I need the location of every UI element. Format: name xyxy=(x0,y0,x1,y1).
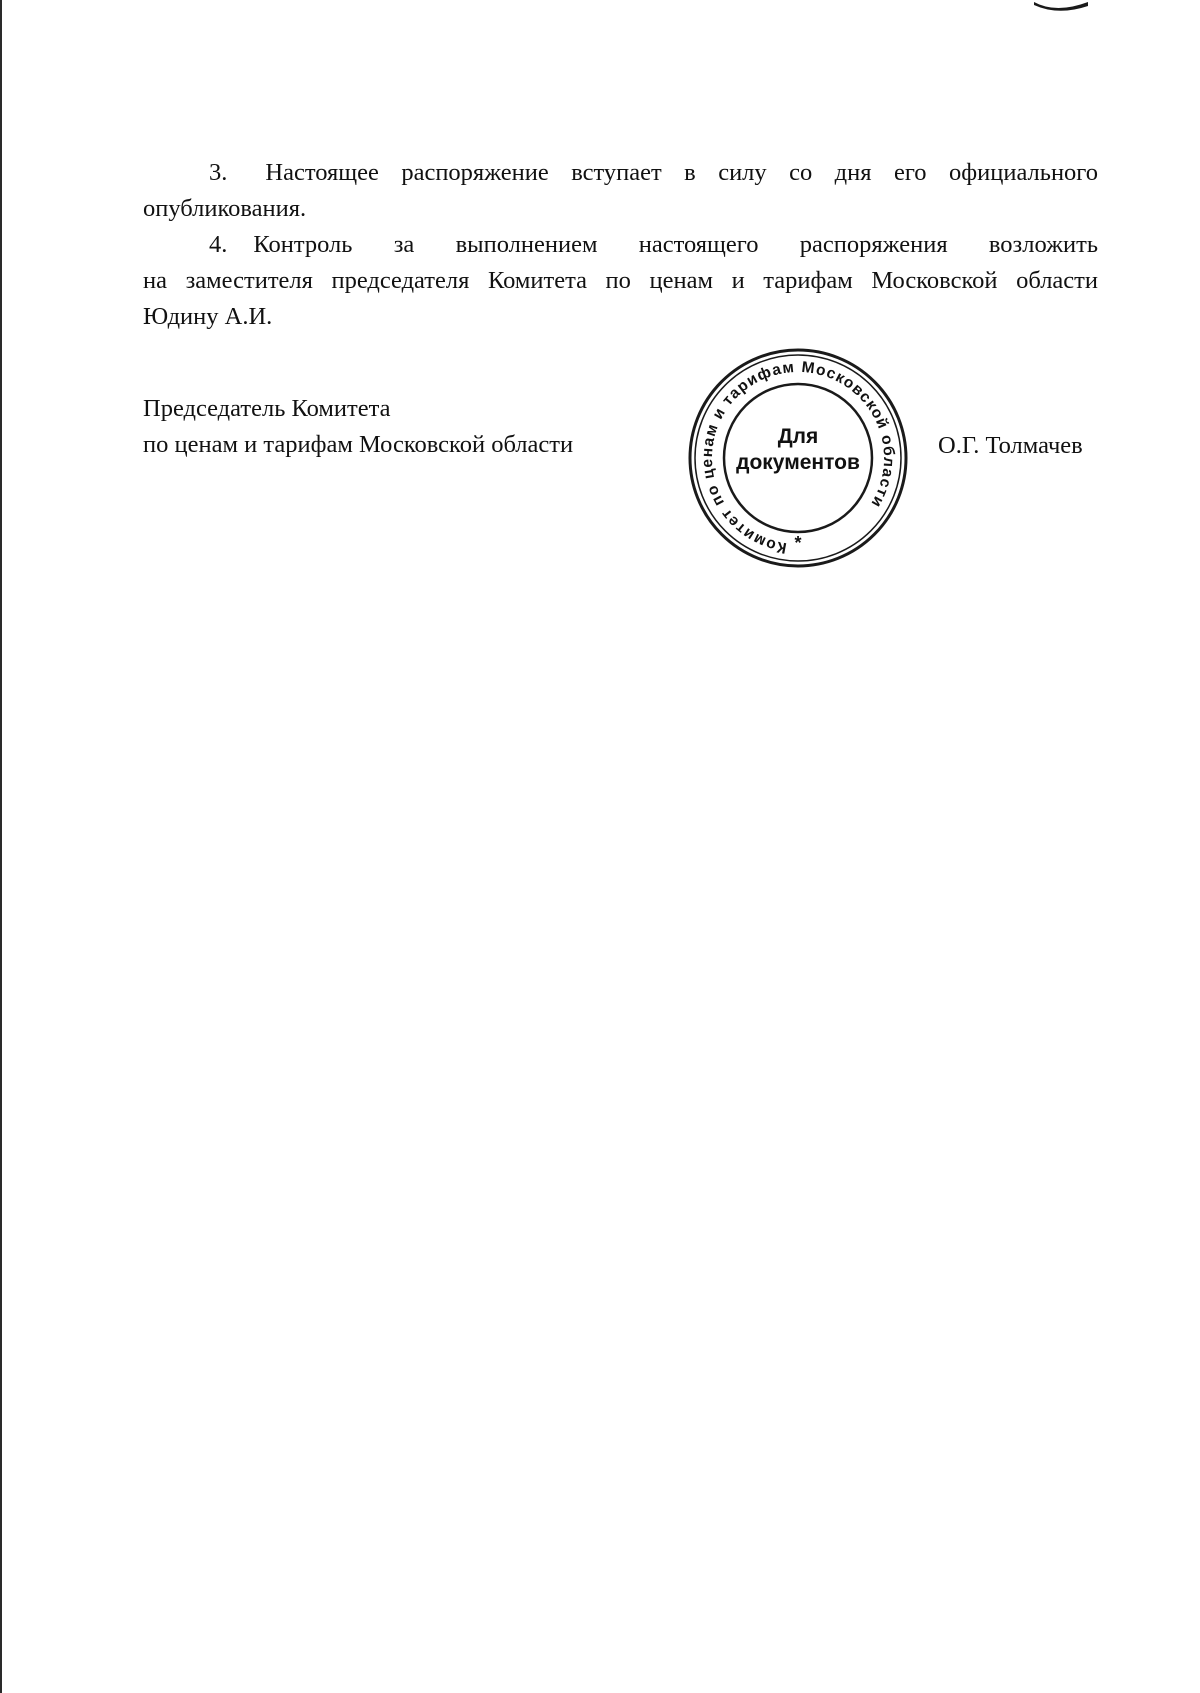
official-stamp xyxy=(686,346,910,570)
signer-name: О.Г. Толмачев xyxy=(938,432,1083,459)
paragraph-4-line-1 xyxy=(143,227,1098,263)
stamp-center-line-1: Для xyxy=(777,425,819,448)
page-left-edge xyxy=(0,0,2,1693)
paragraph-4-text-1: Контроль за выполнением настоящего распоряжения возложить xyxy=(253,231,1098,258)
paragraph-4-line-3: Юдину А.И. xyxy=(143,303,273,330)
paragraph-3 xyxy=(143,155,1098,227)
paragraph-3-line-1 xyxy=(143,155,1098,191)
paragraph-3-number: 3. xyxy=(209,159,228,186)
stamp-ring-textpath: Комитет по ценам и тарифам Московской области xyxy=(698,358,898,557)
paragraph-4-number: 4. xyxy=(209,231,228,258)
corner-scan-mark xyxy=(1034,0,1088,14)
stamp-star: * xyxy=(794,533,802,553)
paragraph-4 xyxy=(143,227,1098,335)
signer-position-line-2: по ценам и тарифам Московской области xyxy=(143,431,574,458)
stamp-center-line-2: документов xyxy=(736,451,860,474)
paragraph-3-line-2: опубликования. xyxy=(143,195,307,222)
signer-position xyxy=(143,391,573,463)
stamp-center-text xyxy=(686,424,910,476)
paragraph-4-line-2: на заместителя председателя Комитета по ценам и тарифам Московской области xyxy=(143,267,1098,294)
signer-position-line-1: Председатель Комитета xyxy=(143,395,391,422)
paragraph-3-text-1: Настоящее распоряжение вступает в силу со дня его официального xyxy=(265,159,1098,186)
